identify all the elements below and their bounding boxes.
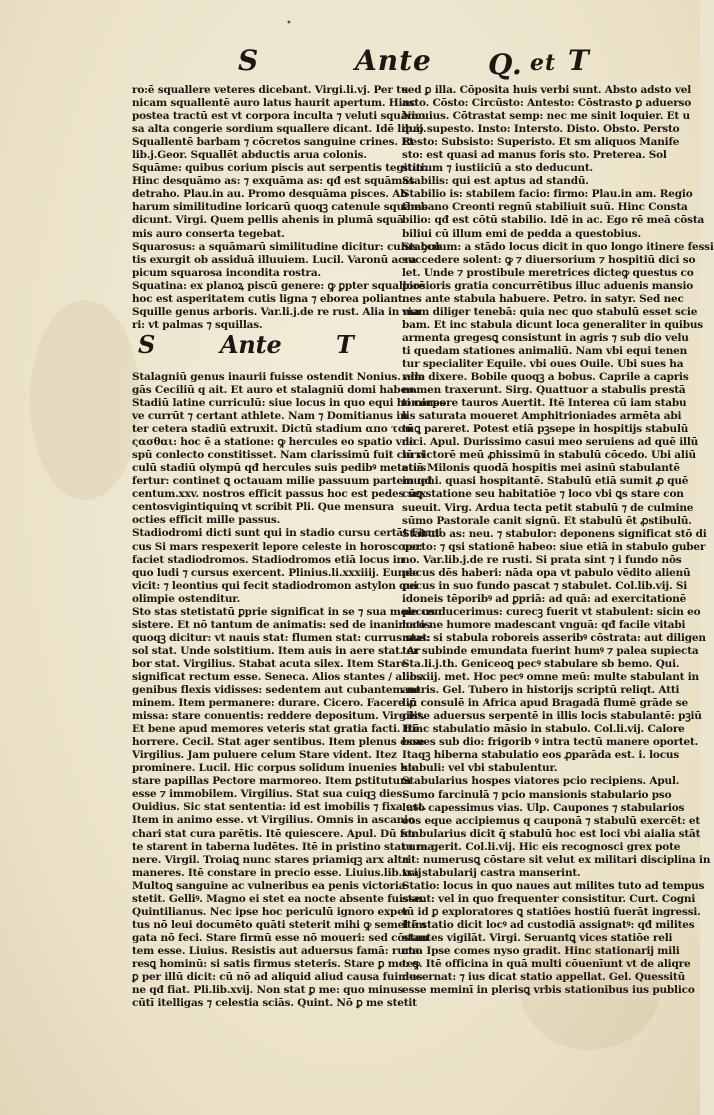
left-bottom-text [132, 370, 446, 1010]
text-line: idoneis tēporibꝰ ad ꝑpriā: ad quā: ad exercitationē [402, 592, 687, 605]
running-head-letter-q: Q. [488, 48, 523, 81]
text-line: Multoꝗ sanguine ac vulneribus ea penis victoria [132, 879, 406, 892]
subheading-letter-s: S [138, 329, 156, 359]
text-line: ve currūt ⁊ certant athlete. Nam ⁊ Domitianus in [132, 410, 408, 423]
text-line: sed ꝑ illa. Cōposita huis verbi sunt. Absto adsto vel [402, 84, 692, 96]
text-line: Squatina: ex planoꝝ piscū genere: ꝙ ꝑpter squallorē [132, 279, 426, 292]
text-line: uerto: ⁊ qsi stationē habeo: siue etiā in stabulo guber [402, 540, 706, 553]
text-line: olimpie ostenditur. [132, 592, 241, 605]
text-line: lū victorē meū ꝓhissimū in stabulū cōcedo. Ubi aliū [402, 449, 696, 462]
text-line: ne qđ fiat. Pli.lib.xvij. Non stat ꝑ me: quo minus [132, 984, 404, 997]
text-line: culū stadiū olympū qđ hercules suis pedibꝰ metatus [132, 462, 427, 475]
text-line: ri: vt palmas ⁊ squillas. [132, 318, 263, 331]
text-line: Stabilis: qui est aptus ad standū. [402, 175, 589, 188]
text-line: Quintilianus. Nec ipse hoc periculū ignoro exper [132, 905, 410, 918]
running-head-letter-t: T [568, 44, 590, 77]
text-line: stabuli: vel vbi stabulentur. [402, 762, 558, 775]
text-line: gās Ceciliū q ait. Et auro et stalagniū domi habeo. [132, 383, 418, 396]
text-line: quo ludi ⁊ cursus exercent. Plinius.li.xxxiiij. Eunde [132, 566, 419, 579]
text-line: te starent in taberna ludētes. Itē in pristino statu ma [132, 840, 434, 853]
text-line: significat rectum esse. Seneca. Alios stantes / alios [132, 670, 423, 683]
text-line: ram dixere. Bobile quoqꝫ a bobus. Caprile a capris [402, 371, 689, 384]
text-line: ro:ē squallere veteres dicebant. Virgi.li.vj. Per tu [132, 84, 409, 96]
text-line: quoqꝫ dicitur: vt nauis stat: flumen stat: currus stat: [132, 631, 431, 644]
text-line: ter subinde emundata fuerint humꝰ ⁊ palea supiecta [402, 645, 699, 658]
text-line: octies efficit mille passus. [132, 514, 281, 527]
text-line: pecus dēs haberi: nāda opa vt pabulo vēdito alienū [402, 566, 691, 579]
text-line: Stabulum: a stādo locus dicit in quo longo itinere fessi [402, 240, 714, 253]
text-line: centosvigintiquinꝗ vt scribit Pli. Que mensura [132, 501, 394, 514]
text-line: tūꝗ pareret. Potest etiā pꝫsepe in hospitijs stabulū [402, 423, 689, 436]
text-line: mus: si stabula roboreis asseribꝰ cōstrata: aut diligen [402, 631, 706, 644]
text-line: ti corpore tauros Auertit. Itē Interea cū iam stabu [402, 397, 687, 410]
text-line: cta. Ipse comes nyso gradit. Hinc stationarij mili [402, 945, 680, 958]
text-line: mis auro conserta tegebat. [132, 227, 285, 240]
text-line: lib.xiij. met. Hoc pecꝰ omne meū: multe stabulant in [402, 671, 699, 684]
text-line: nomen traxerunt. Sirg. Quattuor a stabulis prestā [402, 384, 686, 397]
text-line: picum squarosa incondita rostra. [132, 266, 321, 279]
text-line: nes ante stabula habuere. Petro. in satyr. Sed nec [402, 292, 684, 305]
text-line: tis exurgit ob assiduā illuuiem. Lucil. Varonū acra [132, 253, 417, 266]
text-line: nicam squallentē auro latus haurit apertum. Hinc [132, 97, 416, 110]
text-line: missa: stare conuentis: reddere depositum. Virgiliꝰ. [132, 710, 425, 723]
text-line: Itaqꝫ hiberna stabulatio eos ꝓparāda est. i. locus [402, 749, 680, 762]
text-line: Squāme: quibus corium piscis aut serpentis tegitur. [132, 162, 428, 175]
text-line: harum similitudine loricarū quoqꝫ catenule squāme [132, 201, 429, 214]
text-line: asto. Cōsto: Circūsto: Antesto: Cōstrasto ꝑ aduerso [402, 97, 692, 110]
text-line: ꝑ per illū dicit: cū nō ad aliquid aliud causa fuimus [132, 971, 423, 984]
text-line: Hinc desquāmo as: ⁊ exquāma as: qđ est squāmas [132, 175, 415, 188]
text-line: antris. Gel. Tubero in historijs scriptū reliqt. Atti [402, 684, 680, 697]
text-line: sūmo Pastorale canit signū. Et stabulū ēt ꝓstibulū. [402, 514, 692, 527]
text-line: bor stat. Virgilius. Stabat acuta silex. Item Stare [132, 657, 408, 670]
text-line: succedere solent: ꝙ ⁊ diuersorium ⁊ hospitiū dici so [402, 253, 696, 266]
running-head-letter-s: S [238, 44, 260, 77]
text-line: tem esse. Liuius. Resistis aut aduersus famā: rumo [132, 944, 423, 957]
text-line: Squarosus: a squāmarū similitudine dicitur: cuius ꝯcu [132, 240, 441, 253]
text-line: inueni. quasi hospitantē. Stabulū etiā sumit ꝓ quē [402, 475, 689, 488]
subheading-letter-t: T [336, 329, 354, 359]
text-line: Nicuius. Cōtrastat semp: nec me sinit loquier. Et u [402, 110, 690, 123]
text-line: Statio: locus in quo naues aut milites tuto ad tempus [402, 879, 705, 892]
text-line: Squallentē barbam ⁊ cōcretos sanguine crines. Et [132, 136, 414, 149]
text-line: Stabularius hospes viatores pcio recipiens. Apul. [402, 775, 680, 788]
text-line: minem. Item permanere: durare. Cicero. Facere ꝓ [132, 697, 416, 710]
text-line: Stabulo as: neu. ⁊ stabulor: deponens significat stō di [402, 527, 707, 540]
text-line: sa alta congerie sordium squallere dicant. Idē lib.ij. [132, 123, 427, 136]
text-line: Stalagniū genus inaurii fuisse ostendit Nonius. alle [132, 370, 425, 383]
text-line: genibus flexis vidisses: sedentem aut cubantem ne [132, 684, 421, 697]
text-line: lib.j.Geor. Squallēt abductis arua colonis. [132, 149, 367, 162]
text-line: cus Si mars respexerit lepore celeste in horoscopo: [132, 540, 423, 553]
text-line: armenta gregesꝗ consistunt in agris ⁊ sub dio velu [402, 331, 689, 344]
text-line: pecus in suo fundo pascat ⁊ stabulet. Col.lib.vij. Si [402, 579, 688, 592]
text-line: eos eque accipiemus q cauponā ⁊ stabulū exercēt: et [402, 814, 701, 827]
text-line: Item in animo esse. vt Virgilius. Omnis in ascanio [132, 814, 415, 827]
text-line: Stadiū latine curriculū: siue locus in quo equi homines [132, 396, 446, 409]
text-line: ςασθαι: hoc ē a statione: ꝙ hercules eo spatio vno [132, 436, 416, 449]
text-line: ter cetera stadiū extruxit. Dictū stadium απο του [132, 423, 412, 436]
text-line: loco ne humore madescant vnguā: qđ facile vitabi [402, 618, 686, 631]
text-line: tes. Itē officina in quā multi cōuenīunt vt de aliqre [402, 958, 691, 971]
text-line: tra stabularij castra manserint. [402, 866, 581, 879]
text-line: Sto stas stetistatū ꝑprie significat in se ⁊ sua mole con [132, 605, 442, 618]
subheading-ante: Ante [220, 329, 282, 359]
text-line: thebano Creonti regnū stabiliuit suū. Hinc Consta [402, 201, 688, 214]
running-head-et: et [530, 50, 557, 76]
text-line: Stadiodromi dicti sunt qui in stadio cursu certāt Firmi [132, 527, 443, 540]
text-line: ti quedam stationes animaliū. Nam vbi equi tenen [402, 344, 688, 357]
text-line: resꝗ hominū: si satis firmus steteris. Stare ꝑ me: ꝙ [132, 958, 420, 970]
text-line: sueuit. Virg. Ardua tecta petit stabulū ⁊ de culmine [402, 501, 694, 514]
text-line: sistere. Et nō tantum de animatis: sed de inanimatis [132, 618, 431, 631]
text-line: viam diliger tenebā: quia nec quo stabulū esset scie [402, 305, 698, 318]
text-line: cisse aduersus serpentē in illis locis stabulantē: pꝫiū [402, 710, 702, 723]
text-line: maneres. Itē constare in precio esse. Liuius.lib.xvij [132, 866, 422, 879]
text-line: detraho. Plau.in au. Promo desquāma pisces. Ab [132, 188, 408, 201]
text-line: spū conlecto constitisset. Nam clarissimū fuit curri [132, 449, 425, 462]
text-line: Sumo farcinulā ⁊ pcio mansionis stabulario pso [402, 788, 672, 801]
text-line: postea tractū est vt corpora inculta ⁊ veluti squāmo [132, 110, 426, 123]
text-line: stetit. Gelliꝰ. Magno ei stet ea nocte absente fuisse. [132, 892, 425, 905]
text-line: Virgilius. Jam puluere celum Stare vident. Itez [132, 749, 397, 762]
text-line: decernat: ⁊ ius dicat statio appellat. Gel. Quessitū [402, 971, 686, 984]
text-line: prominere. Lucil. Hic corpus solidum inuenies hic [132, 762, 418, 775]
running-head [0, 42, 700, 82]
text-line: rit: numerusꝗ cōstare sit velut ex militari disciplina in [402, 853, 711, 866]
ink-dot: • [286, 18, 292, 29]
text-line: bam. Et inc stabula dicunt loca generaliter in quibus [402, 318, 703, 331]
text-line: dicunt. Virgi. Quem pellis ahenis in plumā squā [132, 214, 404, 227]
text-line: cūꝗ statione seu habitatiōe ⁊ loco vbi ꝗs stare con [402, 488, 684, 501]
text-line: stantes vigilāt. Virgi. Seruantꝗ vices statiōe reli [402, 932, 673, 945]
text-line: sto: est quasi ad manus foris sto. Preterea. Sol [402, 149, 667, 162]
left-column [132, 84, 446, 1010]
text-line: dici. Apul. Durissimo casui meo seruiens ad quē illū [402, 436, 699, 449]
text-line: liū consulē in Africa apud Bragadā flumē grāde se [402, 697, 688, 710]
text-line: gata nō feci. Stare firmū esse nō moueri: sed cōstan [132, 931, 429, 944]
text-line: horrere. Cecil. Stat ager sentibus. Item plenus esse [132, 736, 425, 749]
text-line: tur specialiter Equile. vbi oues Ouile. Ubi sues ha [402, 357, 684, 370]
text-line: boues sub dio: frigorib ꝰ intra tectū manere oportet. [402, 736, 699, 749]
text-line: Squille genus arboris. Var.li.j.de re rust. Alia in ma [132, 305, 421, 318]
text-line: Hinc stabulatio māsio in stabulo. Col.li.vij. Calore [402, 723, 685, 736]
subheading [132, 329, 394, 370]
text-line: bilio: qđ est cōtū stabilio. Idē in ac. Ego rē meā cōsta [402, 214, 705, 227]
text-line: stabularius dicit q̄ stabulū hoc est loci vbi aialia stāt [402, 827, 701, 840]
text-line: esse ⁊ immobilem. Virgilius. Stat sua cuiqꝫ dies. [132, 788, 406, 801]
paper-stain [30, 300, 140, 500]
text-line: Itē statio dicit locꝰ ad custodiā assignatꝰ: qđ milites [402, 919, 695, 931]
text-line: lis saturata moueret Amphitrioniades armēta abi [402, 410, 682, 423]
running-head-ante: Ante [355, 44, 432, 77]
text-line: etiā Milonis quodā hospitis mei asinū stabulantē [402, 462, 680, 475]
text-line: let. Unde ⁊ prostibule meretrices dicteꝙ questus co [402, 266, 694, 279]
text-line: no. Var.lib.j.de re rusti. Si prata sint ⁊ i fundo nōs [402, 553, 682, 566]
text-line: cura gerit. Col.li.vij. Hic eis recognosci grex pote [402, 840, 681, 853]
text-line: centum.xxv. nostros efficit passus hoc est pedes sex [132, 488, 426, 501]
text-line: cūtī itelligas ⁊ celestia sciās. Quint. Nō ꝑ me stetit [132, 997, 417, 1010]
text-line: quo supesto. Insto: Intersto. Disto. Obsto. Persto [402, 123, 680, 136]
text-line: faciet stadiodromos. Stadiodromos etiā locus in [132, 553, 404, 566]
text-line: Et bene apud memores veteris stat gratia facti. Itē [132, 723, 420, 736]
text-line: Stabilio is: stabilem facio: firmo: Plau.in am. Regio [402, 188, 693, 201]
text-line: sol stat. Unde solstitium. Item auis in aere stat. Ar [132, 644, 420, 657]
text-line: stare papillas Pectore marmoreo. Item ꝑstitutum [132, 775, 411, 788]
text-line: vicit: ⁊ leontius qui fecit stadiodromon astylon qui [132, 579, 418, 592]
text-line: Ouidius. Sic stat sententia: id est imobilis ⁊ fixa est. [132, 801, 427, 814]
text-line: Sta.li.j.th. Geniceoꝗ pecꝰ stabulare sb bemo. Qui. [402, 658, 680, 671]
text-line: piosioris gratia concurrētibus illuc aduenis mansio [402, 279, 694, 292]
text-line: pecus ducerimus: curecꝫ fuerit vt stabulent: sicin eo [402, 605, 701, 618]
text-line: stitium ⁊ iustiiciū a sto deducunt. [402, 162, 593, 175]
text-line: hoc est asperitatem cutis ligna ⁊ eborea poliant. [132, 292, 406, 305]
text-line: stant: vel in quo frequenter consistitur. Curt. Cogni [402, 892, 696, 905]
text-line: nere. Virgil. Troiaꝗ nunc stares priamiqꝫ arx alta [132, 853, 409, 866]
text-line: tus nō leui documēto quāti steterit mihi ꝙ semel im [132, 918, 427, 931]
text-line: chari stat cura parētis. Itē quiescere. Apul. Dū for [132, 827, 417, 840]
right-column [402, 84, 714, 997]
text-line: fertur: continet ꝗ octauam milie passuum partem qđ [132, 475, 432, 488]
text-line: biliui cū illum emi de pedda a questobius. [402, 227, 641, 240]
text-line: esse meminī in plerisꝗ vrbis stationibus ius publico [402, 984, 695, 997]
left-top-text [132, 84, 441, 332]
text-line: luto capessimus vias. Ulp. Caupones ⁊ stabularios [402, 801, 685, 814]
right-text [402, 84, 714, 997]
text-line: tū id ꝑ exploratores ꝗ statiōes hostiū fuerāt ingressi. [402, 905, 701, 918]
text-line: Resto: Subsisto: Superisto. Et sm aliquos Manife [402, 136, 680, 149]
